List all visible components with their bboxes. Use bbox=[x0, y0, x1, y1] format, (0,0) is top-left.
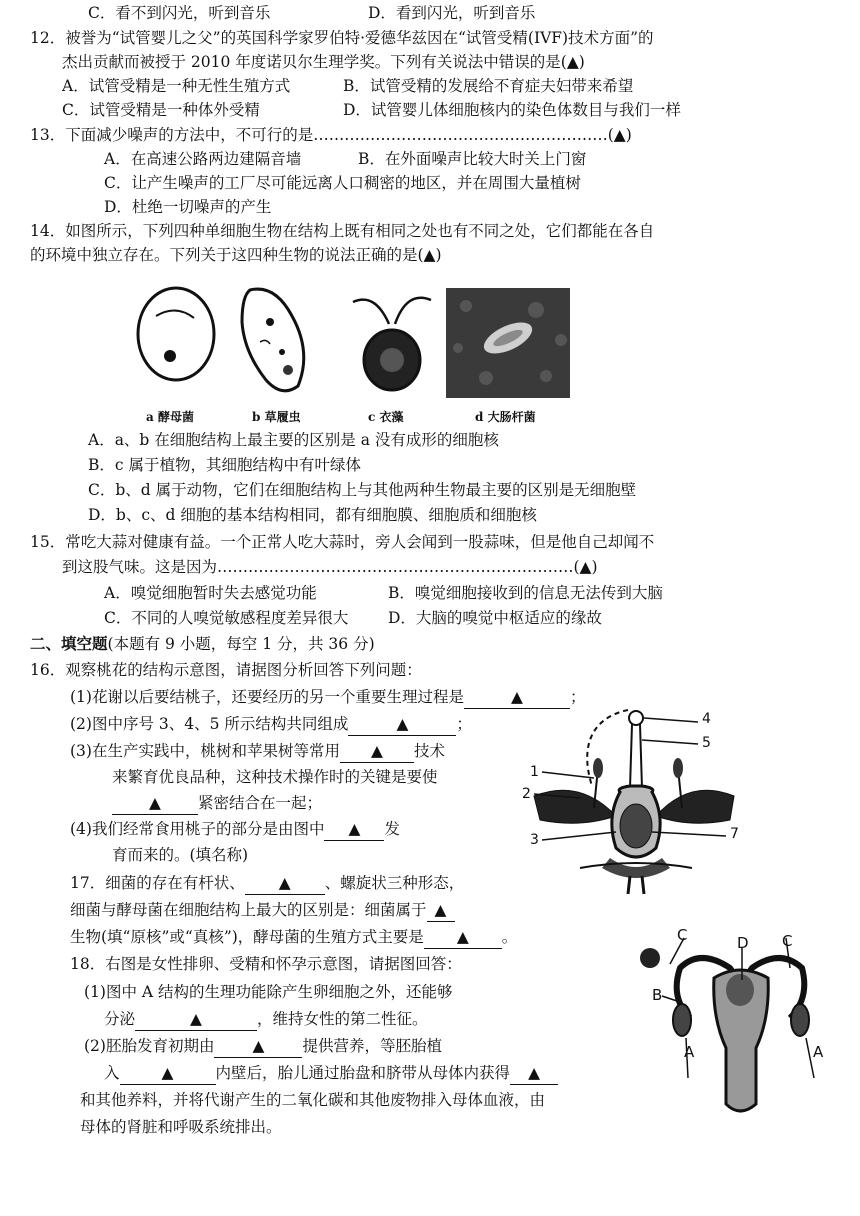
caption-c: c 衣藻 bbox=[368, 410, 404, 424]
q16-part3 bbox=[70, 740, 445, 763]
caption-b: b 草履虫 bbox=[252, 410, 301, 424]
q16-part2: (2)图中序号 3、4、5 所示结构共同组成 ▲ ； bbox=[70, 713, 472, 736]
q17-line1 bbox=[70, 872, 464, 895]
q18-part1-tail: ，维持女性的第二性征。 bbox=[257, 1010, 428, 1028]
q16-part1-text: (1)花谢以后要结桃子，还要经历的另一个重要生理过程是 bbox=[70, 688, 464, 706]
q18-part2-prefix: 入 bbox=[104, 1064, 120, 1082]
q13-stem: 13．下面减少噪声的方法中，不可行的是…………………………………………………(▲) bbox=[30, 126, 632, 144]
q12-option-d: D．试管婴儿体细胞核内的染色体数目与我们一样 bbox=[343, 101, 681, 119]
q14-option-b: B．c 属于植物，其细胞结构中有叶绿体 bbox=[88, 456, 361, 474]
flower-label-7: 7 bbox=[730, 826, 739, 842]
answer-blank[interactable]: ▲ bbox=[464, 686, 570, 709]
q13-option-d: D．杜绝一切噪声的产生 bbox=[104, 198, 272, 216]
caption-d: d 大肠杆菌 bbox=[475, 410, 536, 424]
flower-label-3: 3 bbox=[530, 832, 539, 848]
answer-blank[interactable]: ▲ bbox=[348, 713, 456, 736]
peach-flower-figure bbox=[520, 708, 760, 898]
chlamydomonas-figure bbox=[345, 282, 440, 397]
q18-part1-line2 bbox=[104, 1008, 428, 1031]
q17-line2 bbox=[70, 899, 455, 922]
q18-part2-text: (2)胚胎发育初期由 bbox=[84, 1037, 215, 1055]
q12-option-b: B．试管受精的发展给不育症夫妇带来希望 bbox=[343, 77, 634, 95]
q16-part3-line3 bbox=[112, 792, 322, 815]
q13-option-b: B．在外面噪声比较大时关上门窗 bbox=[358, 150, 587, 168]
paramecium-figure bbox=[230, 282, 330, 400]
q17-line1-text: 17．细菌的存在有杆状、 bbox=[70, 874, 245, 892]
q18-part2-line2 bbox=[104, 1062, 558, 1085]
q16-part2-text: (2)图中序号 3、4、5 所示结构共同组成 bbox=[70, 715, 349, 733]
answer-blank[interactable]: ▲ bbox=[112, 792, 198, 815]
q14-stem-line2: 的环境中独立存在。下列关于这四种生物的说法正确的是(▲) bbox=[30, 246, 442, 264]
q12-stem-line2: 杰出贡献而被授于 2010 年度诺贝尔生理学奖。下列有关说法中错误的是(▲) bbox=[62, 53, 585, 71]
answer-blank[interactable]: ▲ bbox=[340, 740, 414, 763]
q16-part3-line2: 来繁育优良品种，这种技术操作时的关键是要使 bbox=[112, 768, 438, 786]
q18-part2-line4: 母体的肾脏和呼吸系统排出。 bbox=[80, 1118, 282, 1136]
q14-option-a: A．a、b 在细胞结构上最主要的区别是 a 没有成形的细胞核 bbox=[88, 431, 499, 449]
answer-blank[interactable]: ▲ bbox=[120, 1062, 216, 1085]
flower-label-4: 4 bbox=[702, 711, 711, 727]
q16-part3-end: 紧密结合在一起； bbox=[198, 794, 323, 812]
answer-blank[interactable]: ▲ bbox=[424, 926, 502, 949]
q16-part4-text: (4)我们经常食用桃子的部分是由图中 bbox=[70, 820, 325, 838]
q11-option-d: D．看到闪光，听到音乐 bbox=[368, 4, 536, 22]
uterus-label-d: D bbox=[737, 934, 749, 952]
q11-option-c: C．看不到闪光，听到音乐 bbox=[88, 4, 271, 22]
q15-option-b: B．嗅觉细胞接收到的信息无法传到大脑 bbox=[388, 584, 663, 602]
q16-stem: 16．观察桃花的结构示意图，请据图分析回答下列问题： bbox=[30, 661, 422, 679]
q12-option-c: C．试管受精是一种体外受精 bbox=[62, 101, 260, 119]
q17-line3: 生物(填“原核”或“真核”)，酵母菌的生殖方式主要是 ▲ 。 bbox=[70, 926, 517, 949]
flower-label-1: 1 bbox=[530, 764, 539, 780]
q15-stem-line2: 到这股气味。这是因为……………………………………………………………(▲) bbox=[62, 558, 598, 576]
q16-part3-tail: 技术 bbox=[413, 742, 445, 760]
q16-part1: (1)花谢以后要结桃子，还要经历的另一个重要生理过程是 ▲ ； bbox=[70, 686, 585, 709]
flower-label-2: 2 bbox=[522, 786, 531, 802]
answer-blank[interactable]: ▲ bbox=[427, 899, 455, 922]
q13-option-c: C．让产生噪声的工厂尽可能远离人口稠密的地区，并在周围大量植树 bbox=[104, 174, 581, 192]
caption-a: a 酵母菌 bbox=[146, 410, 194, 424]
q14-option-c: C．b、d 属于动物，它们在细胞结构上与其他两种生物最主要的区别是无细胞壁 bbox=[88, 481, 637, 499]
section-heading bbox=[30, 633, 375, 655]
answer-blank[interactable]: ▲ bbox=[135, 1008, 257, 1031]
q18-stem: 18．右图是女性排卵、受精和怀孕示意图，请据图回答： bbox=[70, 955, 462, 973]
q15-option-d: D．大脑的嗅觉中枢适应的缘故 bbox=[388, 609, 602, 627]
q14-stem-line1: 14．如图所示，下列四种单细胞生物在结构上既有相同之处也有不同之处，它们都能在各自 bbox=[30, 222, 655, 240]
q17-line1-tail: 、螺旋状三种形态， bbox=[324, 874, 465, 892]
q16-part4-line2: 育而来的。(填名称) bbox=[112, 846, 249, 864]
q18-part1-prefix: 分泌 bbox=[104, 1010, 136, 1028]
q16-part4 bbox=[70, 818, 400, 841]
uterus-label-c-right: C bbox=[782, 932, 793, 950]
section-title: 二、填空题 bbox=[30, 634, 108, 653]
q12-option-a: A．试管受精是一种无性生殖方式 bbox=[62, 77, 291, 95]
female-reproductive-figure bbox=[630, 928, 845, 1128]
uterus-label-b: B bbox=[652, 986, 663, 1004]
q18-part1: (1)图中 A 结构的生理功能除产生卵细胞之外，还能够 bbox=[84, 983, 453, 1001]
uterus-label-c-left: C bbox=[677, 926, 688, 944]
q15-option-a: A．嗅觉细胞暂时失去感觉功能 bbox=[104, 584, 317, 602]
answer-blank[interactable]: ▲ bbox=[214, 1035, 302, 1058]
q17-line3-text: 生物(填“原核”或“真核”)，酵母菌的生殖方式主要是 bbox=[70, 928, 424, 946]
q17-line2-text: 细菌与酵母菌在细胞结构上最大的区别是：细菌属于 bbox=[70, 901, 427, 919]
flower-label-5: 5 bbox=[702, 735, 711, 751]
q12-stem-line1: 12．被誉为“试管婴儿之父”的英国科学家罗伯特·爱德华兹因在“试管受精(IVF)技术方面”的 bbox=[30, 29, 654, 47]
q13-option-a: A．在高速公路两边建隔音墙 bbox=[104, 150, 302, 168]
q18-part2 bbox=[84, 1035, 442, 1058]
answer-blank[interactable]: ▲ bbox=[324, 818, 384, 841]
q14-option-d: D．b、c、d 细胞的基本结构相同，都有细胞膜、细胞质和细胞核 bbox=[88, 506, 537, 524]
section-note: (本题有 9 小题，每空 1 分，共 36 分) bbox=[107, 635, 375, 653]
q16-part4-tail: 发 bbox=[384, 820, 400, 838]
q15-stem-line1: 15．常吃大蒜对健康有益。一个正常人吃大蒜时，旁人会闻到一股蒜味，但是他自己却闻不 bbox=[30, 533, 655, 551]
uterus-label-a-left: A bbox=[684, 1043, 695, 1061]
e-coli-figure bbox=[446, 288, 570, 398]
q18-part2-line3: 和其他养料，并将代谢产生的二氧化碳和其他废物排入母体血液，由 bbox=[80, 1091, 546, 1109]
uterus-label-a-right: A bbox=[813, 1043, 824, 1061]
answer-blank[interactable]: ▲ bbox=[245, 872, 325, 895]
q18-part2-tail: 提供营养，等胚胎植 bbox=[302, 1037, 442, 1055]
q15-option-c: C．不同的人嗅觉敏感程度差异很大 bbox=[104, 609, 349, 627]
yeast-figure bbox=[128, 282, 228, 397]
answer-blank[interactable]: ▲ bbox=[510, 1062, 558, 1085]
q16-part3-text: (3)在生产实践中，桃树和苹果树等常用 bbox=[70, 742, 340, 760]
q18-part2-mid: 内壁后，胎儿通过胎盘和脐带从母体内获得 bbox=[215, 1064, 511, 1082]
